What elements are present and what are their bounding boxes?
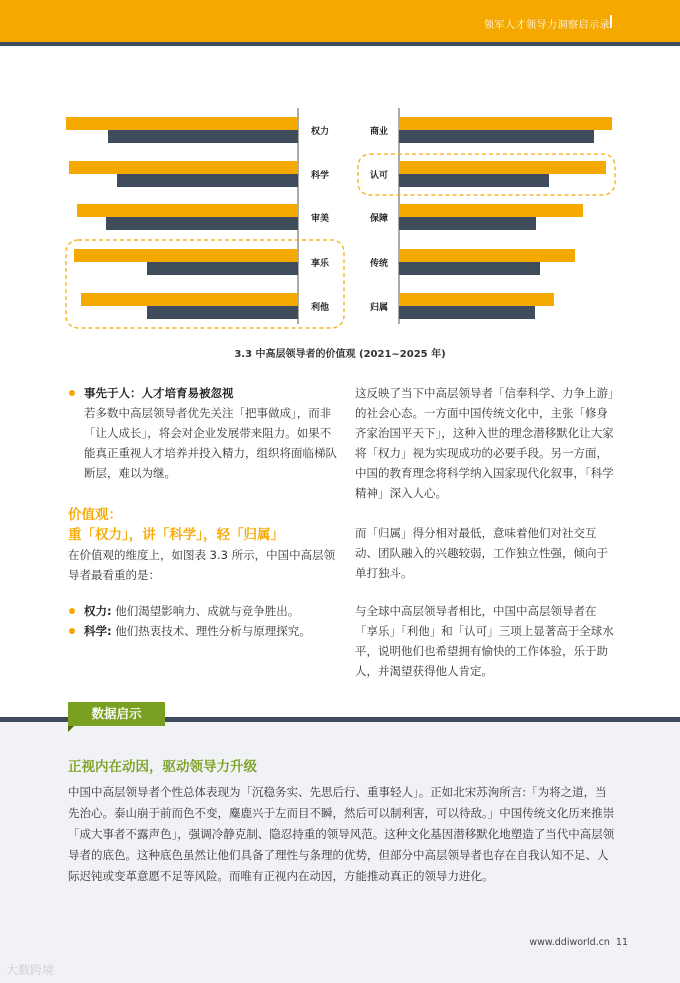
section-title-line1: 价值观： [68,507,122,523]
right-bar-secondary-归属 [399,306,535,319]
left-bar-primary-利他 [81,293,298,306]
bullet-people-first [68,383,340,403]
left-bar-primary-享乐 [74,249,298,262]
left-column [68,383,340,641]
right-column [355,383,615,681]
header-rule [0,42,680,46]
header-divider [610,15,612,28]
watermark-logo: 大数跨境 [6,963,55,977]
right-bar-primary-传统 [399,249,575,262]
page-number: 11 [615,937,628,948]
left-tick-label: 审美 [310,214,330,224]
section-title-line2: 重「权力」，讲「科学」，轻「归属」 [68,527,284,543]
insight-heading: 正视内在动因，驱动领导力升级 [68,759,257,775]
left-tick-label: 科学 [310,171,330,181]
left-tick-label: 享乐 [310,259,330,269]
bullet-body: 若多数中高层领导者优先关注「把事做成」，而非「让人成长」，将会对企业发展带来阻力。如果不能真正重视人才培养并投入精力，组织将面临梯队断层，难以为继。 [84,406,337,480]
bullet-title: 事先于人：人才培育易被忽视 [84,386,234,400]
right-bar-primary-商业 [399,117,612,130]
left-bar-secondary-享乐 [147,262,298,275]
right-bar-primary-归属 [399,293,554,306]
right-bar-secondary-传统 [399,262,540,275]
chart-caption: 3.3 中高层领导者的价值观 (2021~2025 年) [234,349,446,360]
power-text: 他们渴望影响力、成就与竞争胜出。 [115,604,300,618]
paragraph-1: 这反映了当下中高层领导者「信奉科学、力争上游」的社会心态。一方面中国传统文化中，主张「修身齐家治国平天下」，这种入世的理念潜移默化让大家将「权力」视为实现成功的必要手段。另一方面，中国的教育理念将科学纳入国家现代化叙事，「科学精神」深入人心。 [355,386,614,500]
bullet-power [68,601,340,621]
footer-url[interactable]: www.ddiworld.cn [529,937,610,948]
page-footer [529,937,628,948]
section-intro: 在价值观的维度上，如图表 3.3 所示，中国中高层领导者最看重的是： [68,548,336,582]
bullet-science [68,621,340,641]
right-bar-primary-保障 [399,204,583,217]
header-title: 领军人才领导力洞察启示录 [484,20,610,31]
right-tick-label: 认可 [369,171,389,181]
right-tick-label: 归属 [369,303,389,313]
left-bar-primary-权力 [66,117,298,130]
left-bar-secondary-审美 [106,217,298,230]
science-text: 他们热衷技术、理性分析与原理探究。 [115,624,311,638]
left-bar-primary-审美 [77,204,298,217]
right-tick-label: 传统 [369,259,389,269]
paragraph-3: 与全球中高层领导者相比，中国中高层领导者在「享乐」「利他」和「认可」三项上显著高于全球水平，说明他们也希望拥有愉快的工作体验，乐于助人，并渴望获得他人肯定。 [355,604,614,678]
right-bar-secondary-认可 [399,174,549,187]
values-chart [0,100,680,340]
left-bar-secondary-利他 [147,306,298,319]
insight-tab: 数据启示 [68,702,165,726]
right-tick-label: 商业 [369,127,389,137]
left-tick-label: 权力 [310,127,330,137]
right-bar-primary-认可 [399,161,606,174]
left-bar-secondary-权力 [108,130,298,143]
science-label: 科学: [84,624,112,638]
left-tick-label: 利他 [310,303,330,313]
right-tick-label: 保障 [369,214,389,224]
left-bar-primary-科学 [69,161,298,174]
page-header [0,0,680,42]
right-bar-secondary-商业 [399,130,594,143]
right-bar-secondary-保障 [399,217,536,230]
left-bar-secondary-科学 [117,174,298,187]
paragraph-2: 而「归属」得分相对最低，意味着他们对社交互动、团队融入的兴趣较弱，工作独立性强，倾向于单打独斗。 [355,526,608,580]
values-chart-svg [0,100,680,340]
insight-body: 中国中高层领导者个性总体表现为「沉稳务实、先思后行、重事轻人」。正如北宋苏洵所言:「为将之道，当先治心。泰山崩于前而色不变，麋鹿兴于左而目不瞬，然后可以制利害，可以待敌。」中国传统文化历来推崇「成大事者不露声色」，强调冷静克制、隐忍持重的领导风范。这种文化基因潜移默化地塑造了当代中高层领导者的底色。这种底色虽然让他们具备了理性与条理的优势，但部分中高层领导者也存在自我认知不足、人际迟钝或变革意愿不足等风险。而唯有正视内在动因，方能推动真正的领导力进化。 [68,785,615,883]
power-label: 权力: [84,604,112,618]
